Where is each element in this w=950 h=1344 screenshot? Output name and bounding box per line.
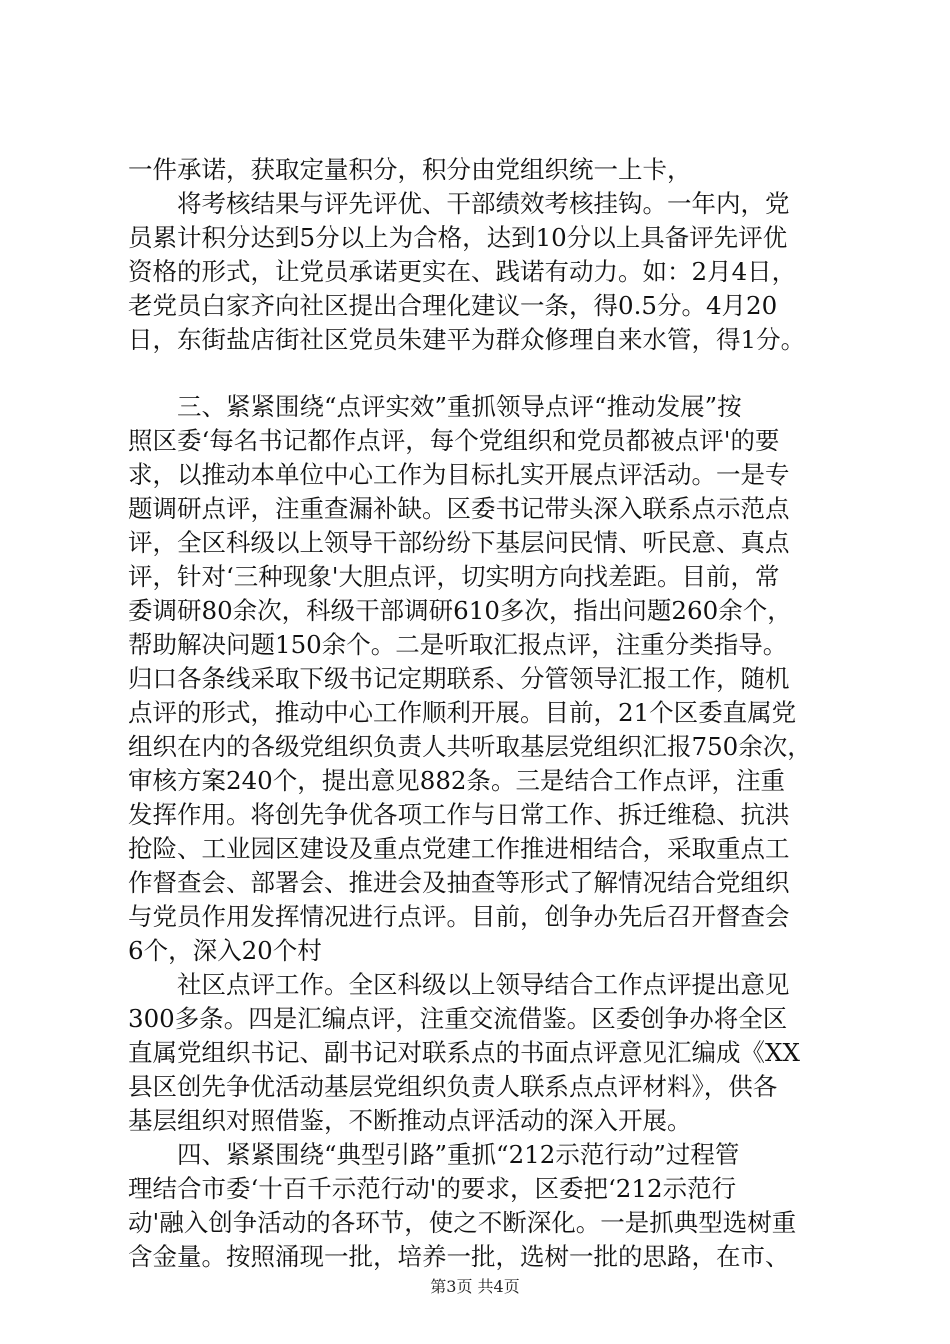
text-line: 评，全区科级以上领导干部纷纷下基层问民情、听民意、真点 bbox=[128, 528, 790, 557]
page-number-footer: 第3页 共4页 bbox=[430, 1277, 520, 1296]
text-line: 三、紧紧围绕“点评实效”重抓领导点评“推动发展”按 bbox=[177, 392, 742, 421]
text-line: 一件承诺，获取定量积分，积分由党组织统一上卡， bbox=[128, 155, 692, 184]
text-line: 照区委‘每名书记都作点评，每个党组织和党员都被点评'的要 bbox=[128, 426, 780, 455]
text-line: 老党员白家齐向社区提出合理化建议一条，得0.5分。4月20 bbox=[128, 291, 778, 320]
text-line: 求，以推动本单位中心工作为目标扎实开展点评活动。一是专 bbox=[128, 460, 790, 489]
text-line: 员累计积分达到5分以上为合格，达到10分以上具备评先评优 bbox=[128, 223, 788, 252]
text-line: 评，针对‘三种现象'大胆点评，切实明方向找差距。目前，常 bbox=[128, 562, 780, 591]
text-line: 题调研点评，注重查漏补缺。区委书记带头深入联系点示范点 bbox=[128, 494, 790, 523]
text-line: 四、紧紧围绕“典型引路”重抓“212示范行动”过程管 bbox=[177, 1140, 740, 1169]
text-line: 抢险、工业园区建设及重点党建工作推进相结合，采取重点工 bbox=[128, 834, 790, 863]
text-line: 发挥作用。将创先争优各项工作与日常工作、拆迁维稳、抗洪 bbox=[128, 800, 790, 829]
text-line: 组织在内的各级党组织负责人共听取基层党组织汇报750余次， bbox=[128, 732, 812, 761]
text-line: 委调研80余次，科级干部调研610多次，指出问题260余个， bbox=[128, 596, 792, 625]
text-line: 作督查会、部署会、推进会及抽查等形式了解情况结合党组织 bbox=[128, 868, 790, 897]
text-line: 资格的形式，让党员承诺更实在、践诺有动力。如：2月4日， bbox=[128, 257, 797, 286]
text-line: 将考核结果与评先评优、干部绩效考核挂钩。一年内，党 bbox=[177, 189, 790, 218]
text-line: 动'融入创争活动的各环节，使之不断深化。一是抓典型选树重 bbox=[128, 1208, 797, 1237]
text-line: 社区点评工作。全区科级以上领导结合工作点评提出意见 bbox=[177, 970, 790, 999]
text-line: 直属党组织书记、副书记对联系点的书面点评意见汇编成《XX bbox=[128, 1038, 800, 1067]
text-line: 点评的形式，推动中心工作顺利开展。目前，21个区委直属党 bbox=[128, 698, 797, 727]
text-line: 与党员作用发挥情况进行点评。目前，创争办先后召开督查会 bbox=[128, 902, 790, 931]
text-line: 理结合市委‘十百千示范行动'的要求，区委把‘212示范行 bbox=[128, 1174, 737, 1203]
text-line: 归口各条线采取下级书记定期联系、分管领导汇报工作，随机 bbox=[128, 664, 790, 693]
text-line: 审核方案240个，提出意见882条。三是结合工作点评，注重 bbox=[128, 766, 786, 795]
text-line: 基层组织对照借鉴，不断推动点评活动的深入开展。 bbox=[128, 1106, 692, 1135]
text-line: 县区创先争优活动基层党组织负责人联系点点评材料》，供各 bbox=[128, 1072, 778, 1101]
text-line: 帮助解决问题150余个。二是听取汇报点评，注重分类指导。 bbox=[128, 630, 788, 659]
text-line: 日，东街盐店街社区党员朱建平为群众修理自来水管，得1分。 bbox=[128, 325, 806, 354]
text-line: 含金量。按照涌现一批，培养一批，选树一批的思路，在市、 bbox=[128, 1242, 790, 1271]
text-line: 300多条。四是汇编点评，注重交流借鉴。区委创争办将全区 bbox=[128, 1004, 788, 1033]
text-line: 6个，深入20个村 bbox=[128, 936, 322, 965]
